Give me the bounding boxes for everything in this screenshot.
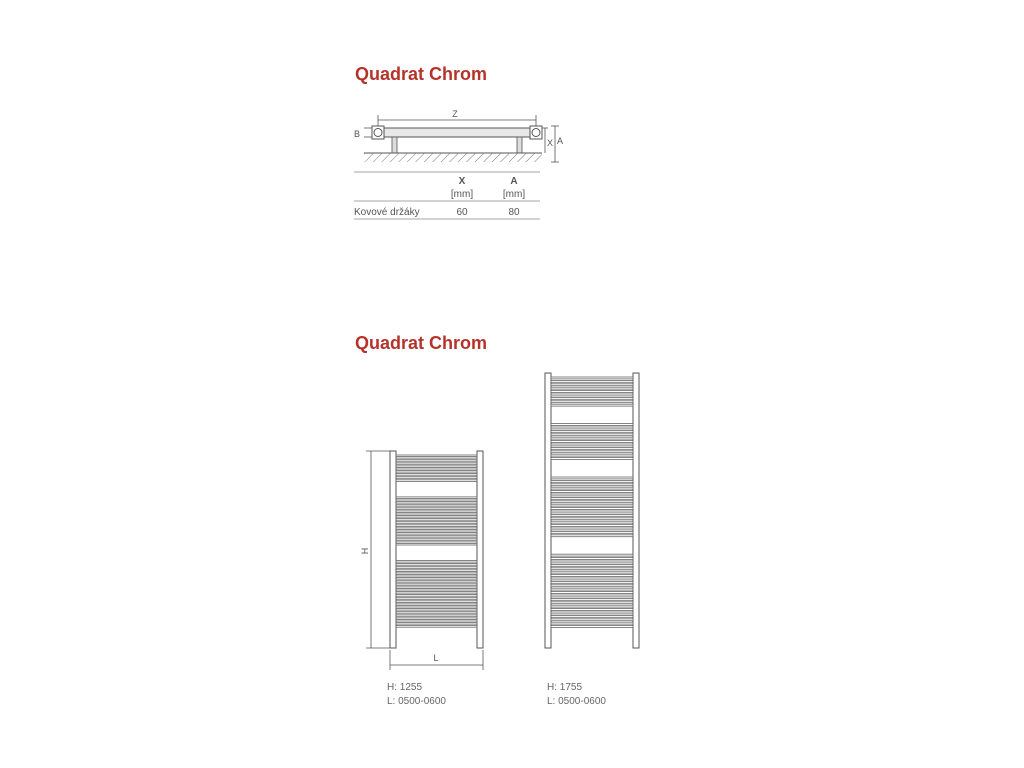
crossbar xyxy=(396,579,477,581)
table-row-label: Kovové držáky xyxy=(354,207,420,218)
crossbar xyxy=(396,595,477,597)
crossbar xyxy=(551,504,633,506)
crossbar xyxy=(396,519,477,521)
radiator-large xyxy=(545,373,639,648)
crossbar xyxy=(396,509,477,511)
radiator-small-height: H: 1255 xyxy=(387,682,423,693)
table-header-x: X xyxy=(458,176,466,187)
table-cell-x: 60 xyxy=(456,207,468,218)
crossbar xyxy=(396,543,477,545)
crossbar xyxy=(551,477,633,479)
crossbar xyxy=(551,609,633,611)
crossbar xyxy=(551,454,633,456)
crossbar xyxy=(396,619,477,621)
crossbar xyxy=(396,616,477,618)
crossbar xyxy=(396,506,477,508)
crossbar xyxy=(551,612,633,614)
crossbar xyxy=(551,447,633,449)
crossbar xyxy=(551,391,633,393)
table-header-a: A xyxy=(510,176,518,187)
crossbar xyxy=(396,531,477,533)
wall-bracket-right xyxy=(517,137,522,153)
crossbar xyxy=(396,567,477,569)
crossbar xyxy=(551,380,633,382)
z-label: Z xyxy=(452,109,458,119)
crossbar xyxy=(551,528,633,530)
crossbar xyxy=(396,474,477,476)
crossbar xyxy=(551,619,633,621)
side-tube-left xyxy=(390,451,396,648)
crossbar xyxy=(396,497,477,499)
crossbar xyxy=(396,582,477,584)
radiator-small-caption xyxy=(387,681,446,709)
crossbar xyxy=(396,601,477,603)
crossbar xyxy=(396,458,477,460)
section-title-bottom: Quadrat Chrom xyxy=(355,333,488,353)
crossbar xyxy=(551,377,633,379)
crossbar xyxy=(551,401,633,403)
crossbar xyxy=(551,501,633,503)
crossbar xyxy=(551,387,633,389)
crossbar xyxy=(551,484,633,486)
crossbar xyxy=(551,581,633,583)
crossbar xyxy=(551,605,633,607)
crossbar xyxy=(551,451,633,453)
crossbar xyxy=(396,607,477,609)
crossbar xyxy=(551,424,633,426)
crossbar xyxy=(396,525,477,527)
crossbar xyxy=(396,467,477,469)
crossbar xyxy=(551,571,633,573)
radiator-front-diagrams xyxy=(350,365,660,675)
crossbar xyxy=(396,598,477,600)
mounting-side-diagram xyxy=(350,100,570,172)
crossbar xyxy=(551,394,633,396)
crossbar xyxy=(551,588,633,590)
l-label: L xyxy=(433,653,439,663)
crossbar xyxy=(551,458,633,460)
b-label: B xyxy=(354,129,361,139)
table-unit-x: [mm] xyxy=(450,189,474,200)
crossbar xyxy=(551,561,633,563)
crossbar xyxy=(396,576,477,578)
h-label: H xyxy=(360,547,370,555)
crossbar xyxy=(396,503,477,505)
crossbar xyxy=(396,534,477,536)
crossbar xyxy=(551,404,633,406)
crossbar xyxy=(551,564,633,566)
crossbar xyxy=(396,573,477,575)
crossbar xyxy=(551,491,633,493)
crossbar xyxy=(551,592,633,594)
crossbar xyxy=(396,570,477,572)
radiator-large-height: H: 1755 xyxy=(547,682,583,693)
a-label: A xyxy=(557,136,564,146)
crossbar xyxy=(396,592,477,594)
crossbar xyxy=(551,568,633,570)
crossbar xyxy=(551,430,633,432)
crossbar xyxy=(551,427,633,429)
crossbar xyxy=(551,511,633,513)
side-tube-right xyxy=(633,373,639,648)
crossbar xyxy=(551,615,633,617)
crossbar xyxy=(396,464,477,466)
wall-bracket-left xyxy=(392,137,397,153)
crossbar xyxy=(551,508,633,510)
crossbar xyxy=(396,522,477,524)
crossbar xyxy=(396,540,477,542)
wall-hatching xyxy=(364,153,542,162)
crossbar xyxy=(551,441,633,443)
crossbar xyxy=(396,512,477,514)
crossbar xyxy=(396,613,477,615)
crossbar xyxy=(551,487,633,489)
crossbar xyxy=(551,437,633,439)
crossbar xyxy=(551,531,633,533)
crossbar xyxy=(551,514,633,516)
table-unit-a: [mm] xyxy=(502,189,526,200)
crossbar xyxy=(551,480,633,482)
crossbar xyxy=(396,471,477,473)
crossbar xyxy=(396,455,477,457)
crossbar xyxy=(396,588,477,590)
crossbar xyxy=(551,595,633,597)
crossbar xyxy=(551,521,633,523)
crossbar xyxy=(396,461,477,463)
radiator-small-width: L: 0500-0600 xyxy=(387,696,446,707)
radiator-large-width: L: 0500-0600 xyxy=(547,696,606,707)
dimension-table xyxy=(354,170,544,222)
section-title-top: Quadrat Chrom xyxy=(355,64,488,84)
crossbar xyxy=(551,558,633,560)
crossbar xyxy=(551,622,633,624)
side-tube-left xyxy=(545,373,551,648)
crossbar xyxy=(551,444,633,446)
radiator-large-caption xyxy=(547,681,606,709)
crossbar xyxy=(396,626,477,628)
crossbar xyxy=(396,516,477,518)
crossbar xyxy=(551,518,633,520)
crossbar xyxy=(551,434,633,436)
table-cell-a: 80 xyxy=(508,207,520,218)
crossbar xyxy=(396,604,477,606)
crossbar xyxy=(551,578,633,580)
x-label: X xyxy=(547,138,554,148)
crossbar xyxy=(551,626,633,628)
crossbar xyxy=(396,561,477,563)
crossbar xyxy=(396,480,477,482)
crossbar xyxy=(551,525,633,527)
crossbar xyxy=(551,397,633,399)
crossbar xyxy=(551,497,633,499)
crossbar xyxy=(551,384,633,386)
crossbar xyxy=(396,610,477,612)
crossbar xyxy=(551,585,633,587)
side-tube-right xyxy=(477,451,483,648)
crossbar xyxy=(396,585,477,587)
crossbar xyxy=(551,494,633,496)
crossbar xyxy=(396,528,477,530)
crossbar xyxy=(396,477,477,479)
crossbar xyxy=(551,602,633,604)
crossbar xyxy=(396,623,477,625)
crossbar xyxy=(396,537,477,539)
crossbar xyxy=(396,500,477,502)
radiator-bar xyxy=(380,128,534,137)
crossbar xyxy=(551,535,633,537)
crossbar xyxy=(551,554,633,556)
crossbar xyxy=(551,598,633,600)
crossbar xyxy=(551,575,633,577)
crossbar xyxy=(396,564,477,566)
radiator-small xyxy=(390,451,483,648)
